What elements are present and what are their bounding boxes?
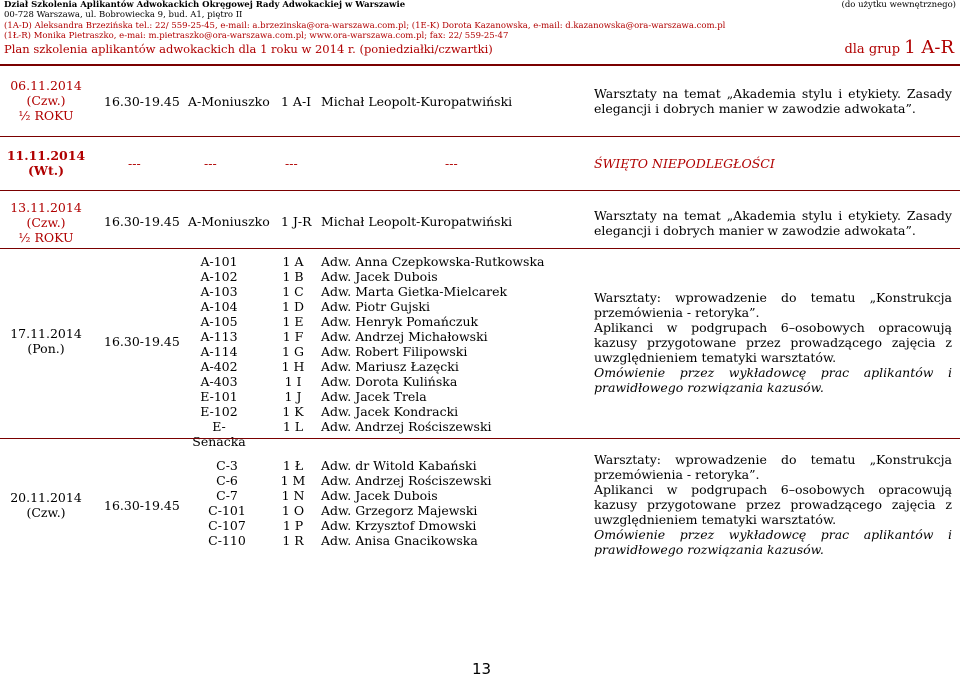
- topic-intro: Warsztaty: wprowadzenie do tematu „Konstrukcja przemówienia - retoryka”.: [594, 290, 952, 320]
- row-date: [0, 326, 92, 356]
- room-item: C-6: [216, 473, 238, 488]
- group-item: 1 H: [281, 359, 305, 374]
- lecturer-item: Adw. Dorota Kulińska: [321, 374, 458, 389]
- row-lecturer: Michał Leopolt-Kuropatwiński: [321, 214, 513, 229]
- day-text: (Wt.): [28, 163, 64, 178]
- room-item: A-403: [200, 374, 238, 389]
- row-time: 16.30-19.45: [104, 214, 180, 229]
- holiday-label: ŚWIĘTO NIEPODLEGŁOŚCI: [594, 156, 775, 171]
- group-item: 1 F: [282, 329, 304, 344]
- lecturer-item: Adw. Anna Czepkowska-Rutkowska: [321, 254, 545, 269]
- lecturer-item: Adw. dr Witold Kabański: [321, 458, 477, 473]
- group-item: 1 D: [282, 299, 304, 314]
- topic-summary: Omówienie przez wykładowcę prac aplikantów i prawidłowego rozwiązania kazusów.: [594, 365, 952, 395]
- row-date: [0, 200, 92, 245]
- day-text: (Czw.): [26, 93, 66, 108]
- group-item: 1 M: [280, 473, 306, 488]
- room-item: A-114: [200, 344, 238, 359]
- group-item: 1 J: [284, 389, 302, 404]
- row-time: 16.30-19.45: [104, 94, 180, 109]
- page-number: 13: [472, 660, 492, 678]
- dash-1: ---: [128, 156, 141, 171]
- dash-2: ---: [204, 156, 217, 171]
- lecturer-item: Adw. Andrzej Michałowski: [321, 329, 488, 344]
- room-item: C-101: [208, 503, 246, 518]
- lecturer-list: [321, 458, 589, 548]
- row-lecturer: Michał Leopolt-Kuropatwiński: [321, 94, 513, 109]
- day-text: (Czw.): [26, 215, 66, 230]
- row-date: [0, 148, 92, 178]
- room-item: A-104: [200, 299, 238, 314]
- lecturer-item: Adw. Jacek Trela: [321, 389, 427, 404]
- half-year-text: ½ ROKU: [18, 230, 74, 245]
- group-list: [276, 458, 310, 548]
- lecturer-item: Adw. Henryk Pomańczuk: [321, 314, 479, 329]
- room-item: A-113: [200, 329, 238, 344]
- plan-title: Plan szkolenia aplikantów adwokackich dla 1 roku w 2014 r. (poniedziałki/czwartki): [4, 42, 493, 56]
- group-list: [276, 254, 310, 434]
- lecturer-item: Adw. Marta Gietka-Mielcarek: [321, 284, 508, 299]
- row-topic: Warsztaty na temat „Akademia stylu i etykiety. Zasady elegancji i dobrych manier w zawodzie adwokata”.: [594, 208, 952, 238]
- group-item: 1 O: [281, 503, 305, 518]
- group-item: 1 P: [282, 518, 304, 533]
- date-text: 17.11.2014: [10, 326, 82, 341]
- date-text: 06.11.2014: [10, 78, 82, 93]
- group-item: 1 K: [282, 404, 304, 419]
- date-text: 11.11.2014: [6, 148, 86, 163]
- row-divider: [0, 248, 960, 249]
- row-topic: [594, 452, 952, 557]
- day-text: (Pon.): [27, 341, 65, 356]
- group-item: 1 C: [282, 284, 304, 299]
- room-item: C-107: [208, 518, 246, 533]
- row-divider: [0, 136, 960, 137]
- row-date: [0, 78, 92, 123]
- lecturer-item: Adw. Anisa Gnacikowska: [321, 533, 478, 548]
- lecturer-item: Adw. Andrzej Rościszewski: [321, 473, 492, 488]
- room-item: A-101: [200, 254, 238, 269]
- header-line-2: 00-728 Warszawa, ul. Bobrowiecka 9, bud. A1, piętro II: [4, 10, 243, 21]
- group-item: 1 E: [282, 314, 304, 329]
- lecturer-item: Adw. Mariusz Łazęcki: [321, 359, 459, 374]
- group-value: 1 A-R: [904, 37, 954, 58]
- topic-intro: Warsztaty: wprowadzenie do tematu „Konstrukcja przemówienia - retoryka”.: [594, 452, 952, 482]
- row-room: A-Moniuszko: [188, 214, 270, 229]
- group-item: 1 R: [282, 533, 304, 548]
- dash-3: ---: [285, 156, 298, 171]
- group-item: 1 B: [282, 269, 304, 284]
- room-item: A-103: [200, 284, 238, 299]
- group-item: 1 I: [284, 374, 302, 389]
- row-date: [0, 490, 92, 520]
- lecturer-item: Adw. Jacek Dubois: [321, 488, 438, 503]
- lecturer-item: Adw. Jacek Dubois: [321, 269, 438, 284]
- date-text: 20.11.2014: [10, 490, 82, 505]
- group-item: 1 A: [282, 254, 304, 269]
- topic-summary: Omówienie przez wykładowcę prac aplikantów i prawidłowego rozwiązania kazusów.: [594, 527, 952, 557]
- room-item: E-Senacka: [192, 419, 246, 449]
- room-list: [188, 458, 266, 548]
- lecturer-item: Adw. Jacek Kondracki: [321, 404, 459, 419]
- group-item: 1 Ł: [282, 458, 304, 473]
- group-item: 1 N: [281, 488, 305, 503]
- room-item: C-110: [208, 533, 246, 548]
- lecturer-item: Adw. Andrzej Rościszewski: [321, 419, 492, 434]
- header-line-3: (1A-D) Aleksandra Brzezińska tel.: 22/ 559-25-45, e-mail: a.brzezinska@ora-warszawa.com.pl; (1E-K) Dorota Kazanowska, e-mail: d.kazanowska@ora-warszawa.com.pl: [4, 20, 726, 31]
- row-group: 1 J-R: [281, 214, 312, 229]
- group-item: 1 L: [282, 419, 304, 434]
- room-item: C-3: [216, 458, 238, 473]
- day-text: (Czw.): [26, 505, 66, 520]
- row-topic: Warsztaty na temat „Akademia stylu i etykiety. Zasady elegancji i dobrych manier w zawodzie adwokata”.: [594, 86, 952, 116]
- row-room: A-Moniuszko: [188, 94, 270, 109]
- group-prefix: dla grup: [844, 42, 901, 57]
- row-divider: [0, 190, 960, 191]
- header-line-1: Dział Szkolenia Aplikantów Adwokackich Okręgowej Rady Adwokackiej w Warszawie: [4, 0, 406, 10]
- dash-4: ---: [445, 156, 458, 171]
- lecturer-item: Adw. Robert Filipowski: [321, 344, 468, 359]
- lecturer-item: Adw. Krzysztof Dmowski: [321, 518, 477, 533]
- topic-body: Aplikanci w podgrupach 6–osobowych opracowują kazusy przygotowane przez prowadzącego zajęcia z uwzględnieniem tematyki warsztatów.: [594, 482, 952, 527]
- room-item: C-7: [216, 488, 238, 503]
- internal-use-note: (do użytku wewnętrznego): [841, 0, 956, 10]
- date-text: 13.11.2014: [10, 200, 82, 215]
- topic-body: Aplikanci w podgrupach 6–osobowych opracowują kazusy przygotowane przez prowadzącego zajęcia z uwzględnieniem tematyki warsztatów.: [594, 320, 952, 365]
- row-topic: [594, 290, 952, 395]
- room-item: A-105: [200, 314, 238, 329]
- half-year-text: ½ ROKU: [18, 108, 74, 123]
- group-label: [844, 37, 954, 58]
- lecturer-item: Adw. Piotr Gujski: [321, 299, 430, 314]
- header-line-4: (1Ł-R) Monika Pietraszko, e-mai: m.pietraszko@ora-warszawa.com.pl; www.ora-warszawa.com.pl; fax: 22/ 559-25-47: [4, 31, 509, 42]
- room-item: E-102: [200, 404, 238, 419]
- row-divider: [0, 438, 960, 439]
- row-group: 1 A-I: [281, 94, 312, 109]
- row-time: 16.30-19.45: [104, 334, 180, 349]
- lecturer-list: [321, 254, 589, 434]
- row-time: 16.30-19.45: [104, 498, 180, 513]
- room-item: A-102: [200, 269, 238, 284]
- room-item: A-402: [200, 359, 238, 374]
- document-header: [4, 0, 954, 42]
- group-item: 1 G: [282, 344, 304, 359]
- lecturer-item: Adw. Grzegorz Majewski: [321, 503, 478, 518]
- room-list: [188, 254, 250, 449]
- header-divider: [0, 64, 960, 66]
- room-item: E-101: [200, 389, 238, 404]
